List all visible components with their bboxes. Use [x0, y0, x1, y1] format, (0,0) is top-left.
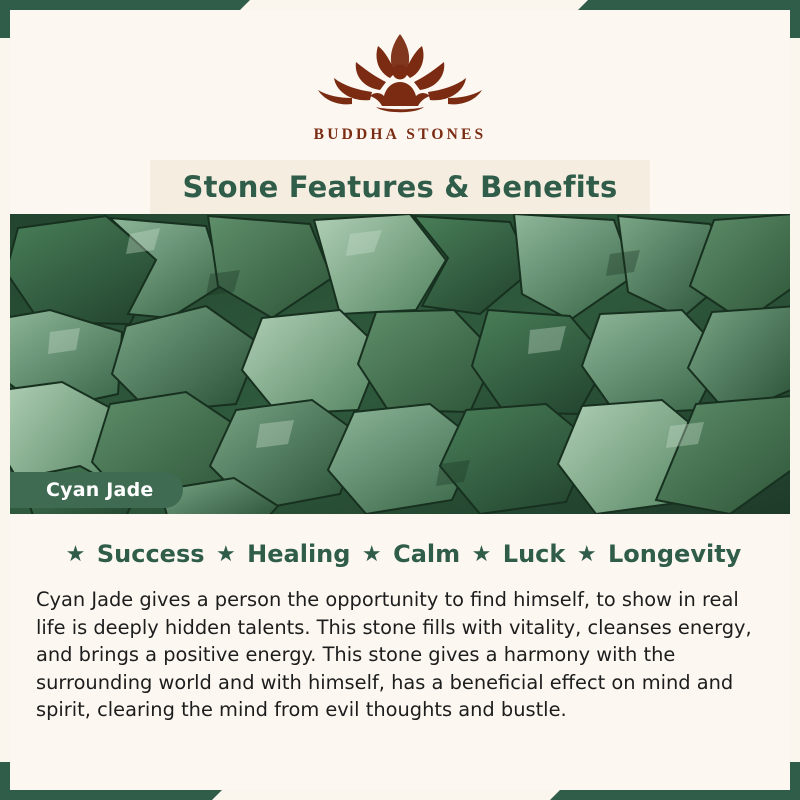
stone-photo-illustration [10, 214, 790, 514]
content-panel [10, 10, 790, 790]
brand-name: BUDDHA STONES [313, 126, 487, 143]
star-icon: ★ [471, 541, 492, 566]
stone-photo [10, 214, 790, 514]
benefit-item-longevity: Longevity [608, 540, 742, 568]
star-icon: ★ [65, 541, 86, 566]
description-text: Cyan Jade gives a person the opportunity to find himself, to show in real life is deeply hidden talents. This stone fills with vitality, cleanses energy, and brings a positive energy. This stone gives a harmony with the surrounding world and with himself, has a beneficial effect on mind and spirit, clearing the mind from evil thoughts and bustle. [36, 588, 752, 722]
star-icon: ★ [361, 541, 382, 566]
benefit-item-success: Success [96, 540, 205, 568]
star-icon: ★ [576, 541, 597, 566]
benefit-item-luck: Luck [502, 540, 566, 568]
star-icon: ★ [215, 541, 236, 566]
stone-caption: Cyan Jade [10, 472, 183, 508]
brand-header [10, 10, 790, 144]
lotus-meditation-icon [310, 28, 490, 120]
page-title: Stone Features & Benefits [182, 170, 618, 204]
benefit-item-healing: Healing [247, 540, 351, 568]
benefits-row [10, 514, 790, 574]
benefit-item-calm: Calm [393, 540, 461, 568]
title-band [10, 160, 790, 214]
